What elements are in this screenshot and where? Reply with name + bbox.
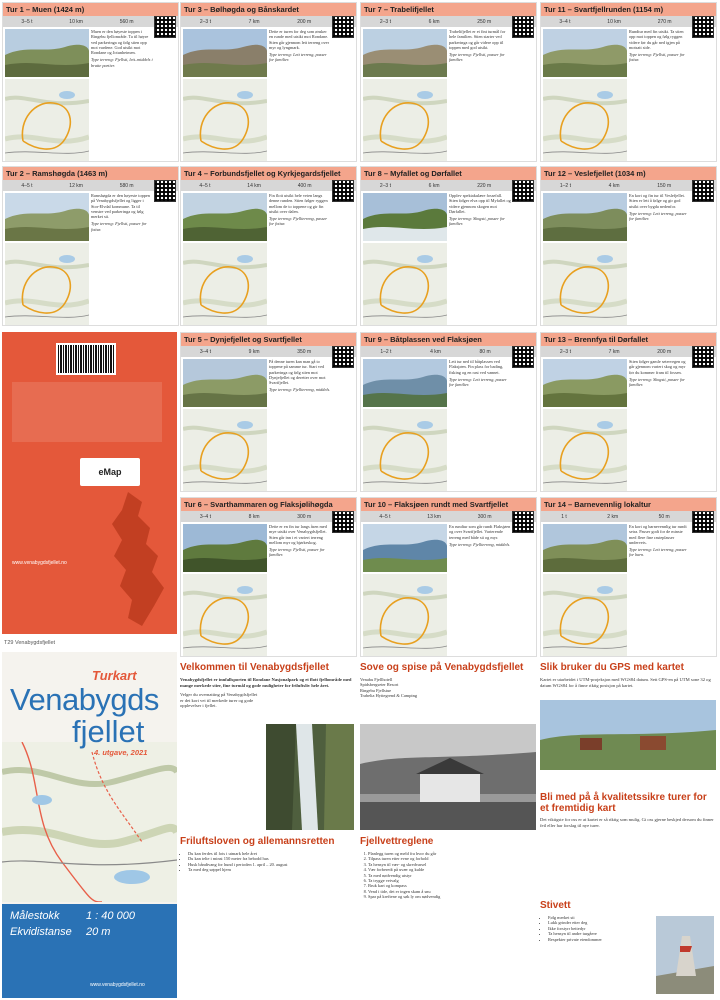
tour-description <box>449 29 511 161</box>
tour-description <box>449 524 511 656</box>
tour-title: Tur 9 – Båtplassen ved Flaksjøen <box>361 333 536 346</box>
qr-code-icon[interactable] <box>512 16 534 38</box>
law-title: Friluftsloven og allemannsretten <box>180 836 335 847</box>
quality-title: Bli med på å kvalitetssikre turer for et fremtidig kart <box>540 792 707 814</box>
distance-stat: 14 km <box>247 182 261 189</box>
welcome-text: Venabygdsfjellet er innfallsporten til Rondane Nasjonalpark og et flott fjellområde med mange merkede stier, fine turmål og gode muligheter for friluftsliv hele året. <box>180 677 352 688</box>
cover-title-1: Venabygds <box>10 682 159 717</box>
duration-stat: 3–4 t <box>199 348 211 355</box>
tour-description <box>449 359 511 491</box>
duration-stat: 2–3 t <box>199 18 211 25</box>
qr-code-icon[interactable] <box>692 511 714 533</box>
tour-stats <box>361 16 536 27</box>
tour-photo <box>543 29 627 77</box>
tour-photo <box>183 524 267 572</box>
tour-photo <box>363 193 447 241</box>
eat-title: Sove og spise på Venabygdsfjellet <box>360 662 524 673</box>
rules-list <box>360 851 536 900</box>
tour-title: Tur 14 – Barnevennlig lokaltur <box>541 498 716 511</box>
cairn-item: • Følg merket sti <box>548 915 650 920</box>
tour-description <box>629 193 691 325</box>
tour-route-map <box>543 409 627 491</box>
tour-photo <box>183 29 267 77</box>
tour-terrain: Type terreng: Fjellsti, passer for familier. <box>449 52 505 63</box>
tour-stats <box>361 511 536 522</box>
cabin-photo <box>540 700 716 770</box>
scale-value: 1 : 40 000 <box>86 910 135 922</box>
duration-stat: 1–2 t <box>559 182 571 189</box>
law-item: • Du kan ferdes til fots i utmark hele året <box>188 851 356 856</box>
tour-terrain: Type terreng: Lett terreng, passer for barn. <box>629 547 687 558</box>
ascent-stat: 200 m <box>657 348 672 355</box>
qr-code-icon[interactable] <box>692 16 714 38</box>
tour-terrain: Type terreng: Lett terreng, passer for familier. <box>269 52 327 63</box>
tour-route-map <box>363 243 447 325</box>
tour-photo <box>183 193 267 241</box>
tour-title: Tur 10 – Flaksjøen rundt med Svartfjellet <box>361 498 536 511</box>
tour-title: Tur 4 – Forbundsfjellet og Kyrkjegardsfjellet <box>181 167 356 180</box>
tour-route-map <box>183 574 267 656</box>
tour-description <box>269 29 331 161</box>
tour-description <box>91 193 153 325</box>
tour-stats <box>541 346 716 357</box>
eat-item: Spidsbergseter Resort <box>360 682 399 688</box>
duration-stat: 2–3 t <box>379 182 391 189</box>
duration-stat: 2–3 t <box>559 348 571 355</box>
welcome-title: Velkommen til Venabygdsfjellet <box>180 662 329 673</box>
cover-series: Turkart <box>92 668 137 683</box>
tour-route-map <box>183 79 267 161</box>
ascent-stat: 220 m <box>477 182 492 189</box>
tour-description <box>269 359 331 491</box>
ascent-stat: 300 m <box>297 513 312 520</box>
distance-stat: 7 km <box>608 348 620 355</box>
tour-title: Tur 1 – Muen (1424 m) <box>3 3 178 16</box>
tour-description <box>91 29 153 161</box>
qr-code-icon[interactable] <box>332 180 354 202</box>
ascent-stat: 400 m <box>297 182 312 189</box>
tour-card <box>180 166 357 326</box>
cover-code: T29 Venabygdsfjellet <box>4 640 56 646</box>
tour-card <box>2 2 179 162</box>
qr-code-icon[interactable] <box>692 346 714 368</box>
gps-text: Kartet er utarbeidet i UTM-projeksjon med WGS84 datum. Sett GPS-en på UTM sone 32 og datum WGS84 for å finne riktig posisjon på kartet. <box>540 677 711 688</box>
law-item: • Ta med deg søppel hjem <box>188 867 356 872</box>
tour-terrain: Type terreng: Fjellterreng, passer for fottur. <box>269 216 328 227</box>
tour-title: Tur 5 – Dynjefjellet og Svartfjellet <box>181 333 356 346</box>
qr-code-icon[interactable] <box>154 16 176 38</box>
tour-title: Tur 6 – Svarthammaren og Flaksjølihøgda <box>181 498 356 511</box>
tour-terrain: Type terreng: Fjellterreng, middels. <box>269 387 331 393</box>
tour-route-map <box>543 243 627 325</box>
tour-stats <box>361 180 536 191</box>
distance-stat: 10 km <box>69 18 83 25</box>
ascent-stat: 580 m <box>119 182 134 189</box>
distance-stat: 4 km <box>608 182 620 189</box>
tour-title: Tur 8 – Myfallet og Dørfallet <box>361 167 536 180</box>
cairn-item: • Respekter private eiendommer <box>548 937 650 942</box>
tour-description <box>449 193 511 325</box>
distance-stat: 10 km <box>607 18 621 25</box>
tour-route-map <box>363 409 447 491</box>
tour-route-map <box>183 243 267 325</box>
duration-stat: 1 t <box>561 513 567 520</box>
tour-terrain: Type terreng: Fjellterreng, middels. <box>449 541 511 547</box>
tour-terrain: Type terreng: Lett terreng, passer for familier. <box>449 376 507 388</box>
tour-stats <box>181 16 356 27</box>
tour-card <box>360 332 537 492</box>
tour-description <box>269 193 331 325</box>
tour-photo <box>543 359 627 407</box>
tour-terrain: Type terreng: Skogsti, passer for familier. <box>629 376 685 388</box>
tour-card <box>540 497 717 657</box>
tour-description <box>629 359 691 491</box>
tour-route-map <box>5 243 89 325</box>
eat-section <box>360 662 536 832</box>
area-silhouette <box>98 490 170 630</box>
duration-stat: 4–5 t <box>379 513 391 520</box>
ascent-stat: 80 m <box>479 348 491 355</box>
scale-label: Målestokk <box>10 910 60 922</box>
tour-description <box>269 524 331 656</box>
tour-text: Opplev spektakulære fossefall. Stien følger elva opp til Myfallet og videre gjennom skogen mot Dørfallet. <box>449 193 511 214</box>
tour-card <box>360 166 537 326</box>
tour-stats <box>541 16 716 27</box>
qr-code-icon[interactable] <box>692 180 714 202</box>
law-section <box>180 836 356 996</box>
rule-item: 2. Tilpass turen etter evne og forhold <box>368 856 536 861</box>
tour-text: Fin flott utsikt hele veien langs denne runden. Stien følger ryggen mellom de to toppene og gir fin utsikt over dalen. <box>269 193 328 214</box>
tour-card <box>180 2 357 162</box>
tour-title: Tur 3 – Bølhøgda og Bånskardet <box>181 3 356 16</box>
law-item: • Du kan telte i minst 150 meter fra bebodd hus <box>188 856 356 861</box>
qr-code-icon[interactable] <box>332 346 354 368</box>
tour-text: Dette er turen for deg som ønsker en runde med utsikt mot Rondane. Stien går gjennom lett terreng over myr og lyngmark. <box>269 29 330 50</box>
tour-stats <box>3 180 178 191</box>
tour-stats <box>3 16 178 27</box>
waterfall-photo <box>266 724 354 830</box>
tour-stats <box>181 180 356 191</box>
tour-terrain: Type terreng: Lett terreng, passer for familier. <box>629 210 687 222</box>
duration-stat: 1–2 t <box>380 348 392 355</box>
tour-route-map <box>363 574 447 656</box>
tour-text: Rundtur med fin utsikt. Ta stien opp mot toppen og følg ryggen videre før du går ned igjen på motsatt side. <box>629 29 684 50</box>
tour-photo <box>363 29 447 77</box>
tour-card <box>180 332 357 492</box>
area-outline <box>112 492 164 626</box>
eat-item: Venabu Fjellhotell <box>360 677 393 682</box>
ascent-stat: 300 m <box>477 513 492 520</box>
tour-terrain: Type terreng: Skogsti, passer for familier. <box>449 216 505 227</box>
tour-route-map <box>543 574 627 656</box>
tour-text: En kort og fin tur til Veslefjellet. Stien er lett å følge og gir god utsikt over bygda nedenfor. <box>629 193 685 209</box>
tour-text: Muen er den høyeste toppen i Ringebu fjellområde. Ta til høyre ved parkeringa og følg stien opp mot vardene. God utsikt mot Rondane og Jotunheimen. <box>91 29 149 56</box>
tour-stats <box>181 511 356 522</box>
cover-map <box>2 742 177 902</box>
ascent-stat: 270 m <box>657 18 672 25</box>
duration-stat: 3–4 t <box>199 513 211 520</box>
tour-card <box>2 166 179 326</box>
tour-terrain: Type terreng: Fjellsti, passer for fottur. <box>629 52 685 63</box>
tour-text: Dette er en fin tur langs åsen med mye utsikt over Venabygdsfjellet. Stien går inn i et variert terreng mellom myr og bjørkeskog. <box>269 524 327 545</box>
ascent-stat: 560 m <box>119 18 134 25</box>
qr-code-icon[interactable] <box>154 180 176 202</box>
tour-text: Stien følger gamle setervegen og går gjennom variert skog og myr før du kommer fram til fossen. <box>629 359 686 375</box>
tour-photo <box>5 193 89 241</box>
duration-stat: 2–3 t <box>379 18 391 25</box>
tour-title: Tur 13 – Brennfya til Dørfallet <box>541 333 716 346</box>
tour-card <box>360 497 537 657</box>
distance-stat: 13 km <box>427 513 441 520</box>
distance-stat: 6 km <box>428 18 440 25</box>
cover-edition: 4. utgave, 2021 <box>94 748 148 757</box>
cairns-section <box>540 900 716 996</box>
tour-card <box>540 332 717 492</box>
tour-title: Tur 11 – Svartfjellrunden (1154 m) <box>541 3 716 16</box>
eat-item: Trabelia Hyttegrend & Camping <box>360 693 418 699</box>
law-list <box>180 851 356 873</box>
tour-photo <box>5 29 89 77</box>
tour-terrain: Type terreng: Fjellsti, passer for fottur. <box>91 221 147 232</box>
tour-card <box>540 166 717 326</box>
duration-stat: 3–5 t <box>21 18 33 25</box>
rule-item: 1. Planlegg turen og meld fra hvor du går <box>368 851 536 856</box>
tour-terrain: Type terreng: Fjellsti, passer for familier. <box>269 547 325 558</box>
law-item: • Husk båndtvang for hund i perioden 1. april – 20. august <box>188 862 356 867</box>
tour-terrain: Type terreng: Fjellsti, lett–middels i bratte partier. <box>91 57 153 68</box>
cover <box>2 652 177 998</box>
tour-description <box>629 524 691 656</box>
distance-stat: 4 km <box>430 348 441 355</box>
tour-text: På denne turen kan man gå to toppene på samme tur. Start ved parkeringa og følg stien mot Dynjefjellet og deretter over mot Svartfjellet. <box>269 359 326 386</box>
tour-photo <box>363 359 447 407</box>
hotel-photo <box>360 724 536 830</box>
duration-stat: 3–4 t <box>559 18 571 25</box>
tour-title: Tur 12 – Veslefjellet (1034 m) <box>541 167 716 180</box>
qr-code-icon[interactable] <box>512 180 534 202</box>
rule-item: 9. Spar på kreftene og søk ly om nødvendig <box>368 894 536 899</box>
ascent-stat: 350 m <box>297 348 312 355</box>
contour-value: 20 m <box>86 926 111 938</box>
tour-text: Ramshøgda er den høyeste toppen på Venabygdsfjellet og ligger i Stor-Elvdal kommune. Ta til venstre ved parkeringa og følg merket sti. <box>91 193 150 220</box>
tour-photo <box>543 524 627 572</box>
cairns-list <box>540 915 650 942</box>
tour-stats <box>181 346 356 357</box>
tour-description <box>629 29 691 161</box>
cover-title-2: fjellet <box>72 714 145 749</box>
ascent-stat: 200 m <box>297 18 312 25</box>
distance-stat: 12 km <box>69 182 83 189</box>
rules-title: Fjellvettreglene <box>360 836 434 847</box>
tour-title: Tur 2 – Ramshøgda (1463 m) <box>3 167 178 180</box>
cairn-item: • Ikke forstyrr beitedyr <box>548 926 650 931</box>
qr-code-icon[interactable] <box>332 511 354 533</box>
tour-card <box>180 497 357 657</box>
cairn-item: • Ta hensyn til andre turgåere <box>548 931 650 936</box>
cairn-photo <box>656 916 714 994</box>
tour-route-map <box>363 79 447 161</box>
tour-text: En kort og barnevennlig tur rundt setra. Passer godt for de minste med flere fine rasteplasser underveis. <box>629 524 687 545</box>
duration-stat: 4–5 t <box>199 182 211 189</box>
barcode <box>56 343 116 375</box>
cairns-title: Stivett <box>540 900 571 911</box>
tour-text: Lett tur ned til båtplassen ved Flaksjøen. Fin plass for bading, fisking og en rast ved vannet. <box>449 359 504 375</box>
rule-item: 5. Ta med nødvendig utstyr <box>368 873 536 878</box>
rule-item: 8. Vend i tide, det er ingen skam å snu <box>368 889 536 894</box>
tour-title: Tur 7 – Trabelifjellet <box>361 3 536 16</box>
duration-stat: 4–5 t <box>21 182 33 189</box>
quality-section <box>540 792 716 842</box>
qr-code-icon[interactable] <box>332 16 354 38</box>
rule-item: 6. Ta trygge veivalg <box>368 878 536 883</box>
publisher-logo: eMap <box>80 458 140 486</box>
tour-text: En rundtur som går rundt Flaksjøen og over Svartfjellet. Varierende terreng med både sti og myr. <box>449 524 511 540</box>
tour-photo <box>363 524 447 572</box>
tour-stats <box>541 180 716 191</box>
cover-website: www.venabygdsfjellet.no <box>90 982 145 988</box>
ascent-stat: 150 m <box>657 182 672 189</box>
tour-photo <box>543 193 627 241</box>
gps-title: Slik bruker du GPS med kartet <box>540 662 684 673</box>
tour-route-map <box>5 79 89 161</box>
tour-stats <box>361 346 536 357</box>
contour-label: Ekvidistanse <box>10 926 72 938</box>
distance-stat: 8 km <box>248 513 260 520</box>
eat-item: Ringebu Fjellstue <box>360 687 392 693</box>
tour-route-map <box>543 79 627 161</box>
distance-stat: 7 km <box>248 18 260 25</box>
eat-list <box>360 677 536 699</box>
distance-stat: 2 km <box>607 513 619 520</box>
website-label: www.venabygdsfjellet.no <box>12 560 67 566</box>
distance-stat: 6 km <box>428 182 440 189</box>
welcome-text-2: Velger du overnatting på Venabygdsfjellet er det kort vei til merkede turer og gode opplevelser i fjellet. <box>180 692 258 709</box>
rule-item: 7. Bruk kart og kompass <box>368 883 536 888</box>
publisher-info-panel <box>12 382 162 442</box>
rule-item: 4. Vær forberedt på uvær og kulde <box>368 867 536 872</box>
tour-card <box>360 2 537 162</box>
welcome-section <box>180 662 356 832</box>
rule-item: 3. Ta hensyn til vær- og skredvarsel <box>368 862 536 867</box>
tour-card <box>540 2 717 162</box>
qr-code-icon[interactable] <box>512 346 534 368</box>
tour-photo <box>183 359 267 407</box>
tour-route-map <box>183 409 267 491</box>
tour-stats <box>541 511 716 522</box>
quality-text: Det viktigste for oss er at kartet er så riktig som mulig. Gi oss gjerne beskjed dersom du finner feil eller har forslag til nye turer. <box>540 817 714 828</box>
qr-code-icon[interactable] <box>512 511 534 533</box>
tour-text: Trabelifjellet er et fint turmål for hele familien. Stien starter ved parkeringa og går videre opp til toppen med god utsikt. <box>449 29 506 50</box>
gps-section <box>540 662 716 782</box>
ascent-stat: 250 m <box>477 18 492 25</box>
distance-stat: 9 km <box>248 348 260 355</box>
ascent-stat: 50 m <box>658 513 670 520</box>
rules-section <box>360 836 536 996</box>
cairn-item: • Lukk grinder etter deg <box>548 920 650 925</box>
